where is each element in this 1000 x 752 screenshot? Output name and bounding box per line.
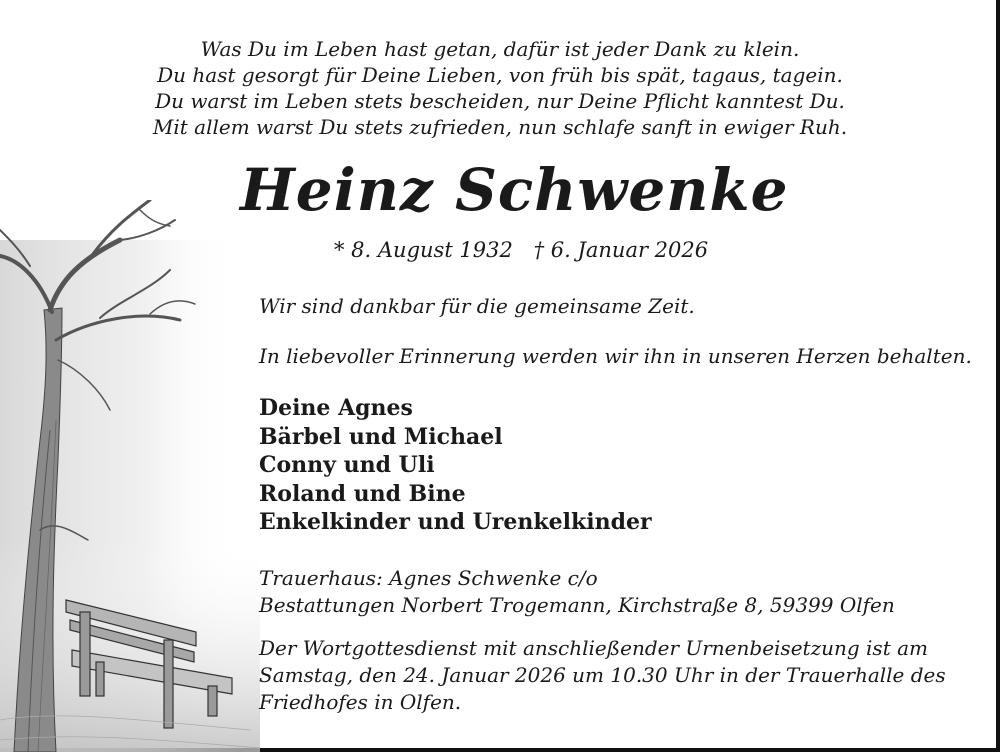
tree-and-bench-illustration (0, 200, 270, 752)
service-line: Samstag, den 24. Januar 2026 um 10.30 Uhr in der Trauerhalle des (259, 663, 946, 687)
deceased-name: Heinz Schwenke (240, 156, 789, 224)
life-dates (334, 236, 722, 264)
service-line: Der Wortgottesdienst mit anschließender Urnenbeisetzung ist am (259, 636, 928, 660)
memory-text: In liebevoller Erinnerung werden wir ihn in unseren Herzen behalten. (259, 344, 972, 368)
service-line: Friedhofes in Olfen. (259, 690, 462, 714)
gratitude-text: Wir sind dankbar für die gemeinsame Zeit. (259, 294, 695, 318)
poem (140, 36, 860, 140)
poem-line: Was Du im Leben hast getan, dafür ist jeder Dank zu klein. (200, 37, 800, 61)
family-member: Enkelkinder und Urenkelkinder (259, 509, 652, 535)
mourning-house-line: Trauerhaus: Agnes Schwenke c/o (259, 566, 598, 590)
service-info (259, 635, 946, 716)
family-member: Deine Agnes (259, 395, 413, 421)
family-member: Roland und Bine (259, 480, 466, 507)
mourning-house-line: Bestattungen Norbert Trogemann, Kirchstraße 8, 59399 Olfen (259, 593, 895, 617)
birth-date: * 8. August 1932 (334, 238, 513, 262)
family-list (259, 394, 652, 537)
poem-line: Mit allem warst Du stets zufrieden, nun schlafe sanft in ewiger Ruh. (152, 115, 848, 139)
family-member: Conny und Uli (259, 452, 435, 478)
poem-line: Du hast gesorgt für Deine Lieben, von früh bis spät, tagaus, tagein. (157, 63, 843, 87)
death-date: † 6. Januar 2026 (533, 238, 709, 262)
poem-line: Du warst im Leben stets bescheiden, nur Deine Pflicht kanntest Du. (155, 89, 845, 113)
family-member: Bärbel und Michael (259, 423, 503, 450)
mourning-house (259, 565, 895, 619)
